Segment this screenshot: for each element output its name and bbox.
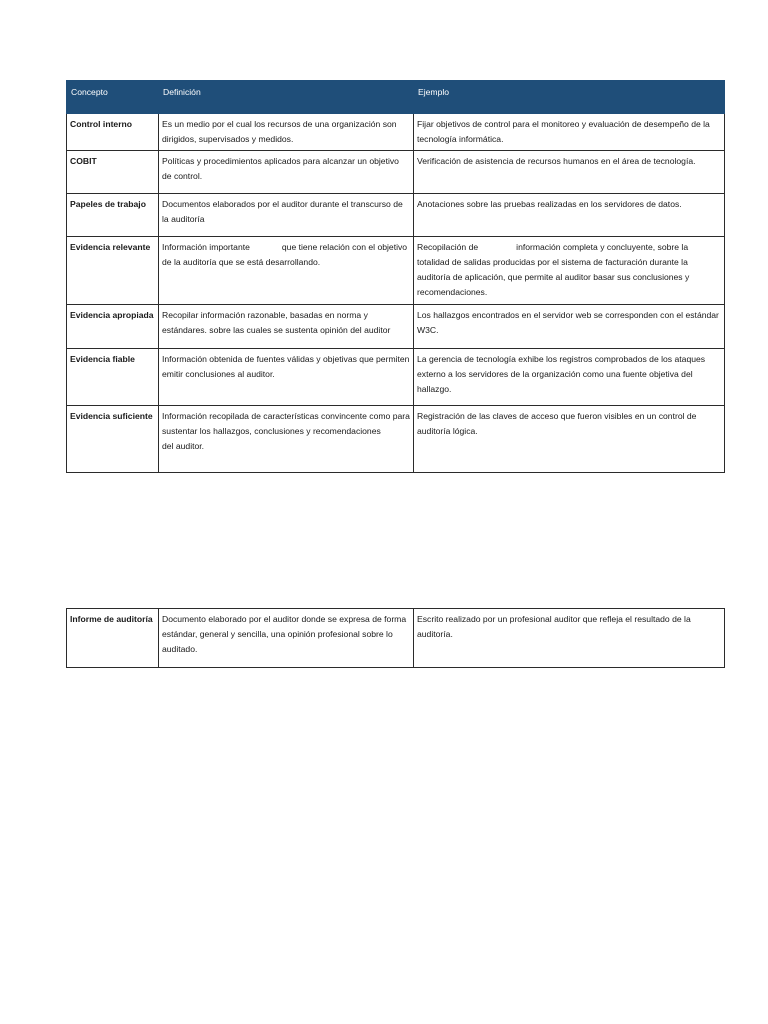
definition-part: del auditor. [162,441,205,452]
definition-cell: Recopilar información razonable, basadas en norma y estándares. sobre las cuales se sustenta opinión del auditor [159,305,414,349]
concepts-table [66,80,725,473]
table-row [67,609,725,668]
report-table [66,608,725,668]
example-cell: Escrito realizado por un profesional auditor que refleja el resultado de la auditoría. [414,609,725,668]
definition-cell: Documentos elaborados por el auditor durante el transcurso de la auditoría [159,194,414,237]
concept-cell: Informe de auditoría [67,609,159,668]
concept-cell: Evidencia apropiada [67,305,159,349]
definition-cell: Políticas y procedimientos aplicados para alcanzar un objetivo de control. [159,151,414,194]
definition-cell: Es un medio por el cual los recursos de una organización son dirigidos, supervisados y medidos. [159,114,414,151]
example-part: Recopilación de [417,242,479,252]
table-header-row [67,81,725,114]
concept-cell: Evidencia relevante [67,237,159,305]
header-concept: Concepto [67,81,159,114]
concept-cell: Evidencia fiable [67,349,159,406]
concept-cell: Papeles de trabajo [67,194,159,237]
example-cell: Registración de las claves de acceso que fueron visibles en un control de auditoría lógica. [414,406,725,473]
example-cell: Verificación de asistencia de recursos humanos en el área de tecnología. [414,151,725,194]
table-row [67,349,725,406]
definition-part: Información recopilada de características convincente como para sustentar los hallazgos, conclusiones y recomendaciones [162,411,410,437]
example-cell: Los hallazgos encontrados en el servidor web se corresponden con el estándar W3C. [414,305,725,349]
header-definition: Definición [159,81,414,114]
concept-cell: Evidencia suficiente [67,406,159,473]
table-row [67,406,725,473]
definition-cell [159,237,414,305]
header-example: Ejemplo [414,81,725,114]
table-row [67,194,725,237]
definition-cell: Información obtenida de fuentes válidas y objetivas que permiten emitir conclusiones al auditor. [159,349,414,406]
table-row [67,237,725,305]
definition-part: Información importante [162,242,250,252]
table-row [67,114,725,151]
concept-cell: COBIT [67,151,159,194]
example-part: información completa y concluyente, sobre la totalidad de salidas producidas por el sistema de facturación durante la auditoría de aplicación, que permite al auditor basar sus conclusiones y recomendaciones. [417,242,690,298]
example-cell: La gerencia de tecnología exhibe los registros comprobados de los ataques externo a los servidores de la organización como una fuente objetiva del hallazgo. [414,349,725,406]
definition-cell [159,406,414,473]
table-row [67,305,725,349]
example-cell: Fijar objetivos de control para el monitoreo y evaluación de desempeño de la tecnología informática. [414,114,725,151]
example-cell: Anotaciones sobre las pruebas realizadas en los servidores de datos. [414,194,725,237]
example-cell [414,237,725,305]
definition-part: que tiene relación con el objetivo de la auditoría que se está desarrollando. [162,242,408,268]
definition-cell: Documento elaborado por el auditor donde se expresa de forma estándar, general y sencilla, una opinión profesional sobre lo auditado. [159,609,414,668]
table-row [67,151,725,194]
concept-cell: Control interno [67,114,159,151]
